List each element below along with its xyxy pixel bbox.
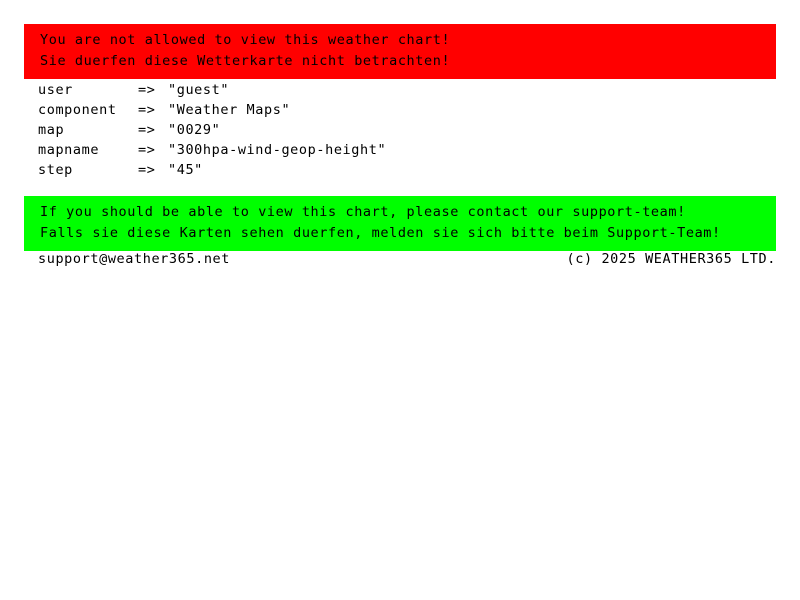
field-value-component: "Weather Maps" [168,102,291,118]
info-banner-line-de: Falls sie diese Karten sehen duerfen, melden sie sich bitte beim Support-Team! [40,225,721,241]
field-key-map: map [38,122,65,138]
field-key-step: step [38,162,73,178]
field-key-component: component [38,102,117,118]
footer [38,251,776,267]
field-arrow-mapname: => [138,142,156,158]
request-details-list [38,80,386,180]
support-email-link[interactable]: support@weather365.net [38,251,231,267]
field-arrow-user: => [138,82,156,98]
list-item [38,140,386,160]
list-item [38,120,386,140]
field-value-step: "45" [168,162,203,178]
field-value-mapname: "300hpa-wind-geop-height" [168,142,387,158]
field-arrow-component: => [138,102,156,118]
error-banner [24,24,776,79]
list-item [38,160,386,180]
list-item [38,80,386,100]
field-value-map: "0029" [168,122,221,138]
field-arrow-map: => [138,122,156,138]
field-key-mapname: mapname [38,142,100,158]
field-arrow-step: => [138,162,156,178]
copyright-text: (c) 2025 WEATHER365 LTD. [566,251,776,267]
field-key-user: user [38,82,73,98]
field-value-user: "guest" [168,82,230,98]
error-banner-line-en: You are not allowed to view this weather chart! [40,32,451,48]
list-item [38,100,386,120]
info-banner [24,196,776,251]
error-banner-line-de: Sie duerfen diese Wetterkarte nicht betrachten! [40,53,451,69]
info-banner-line-en: If you should be able to view this chart, please contact our support-team! [40,204,686,220]
